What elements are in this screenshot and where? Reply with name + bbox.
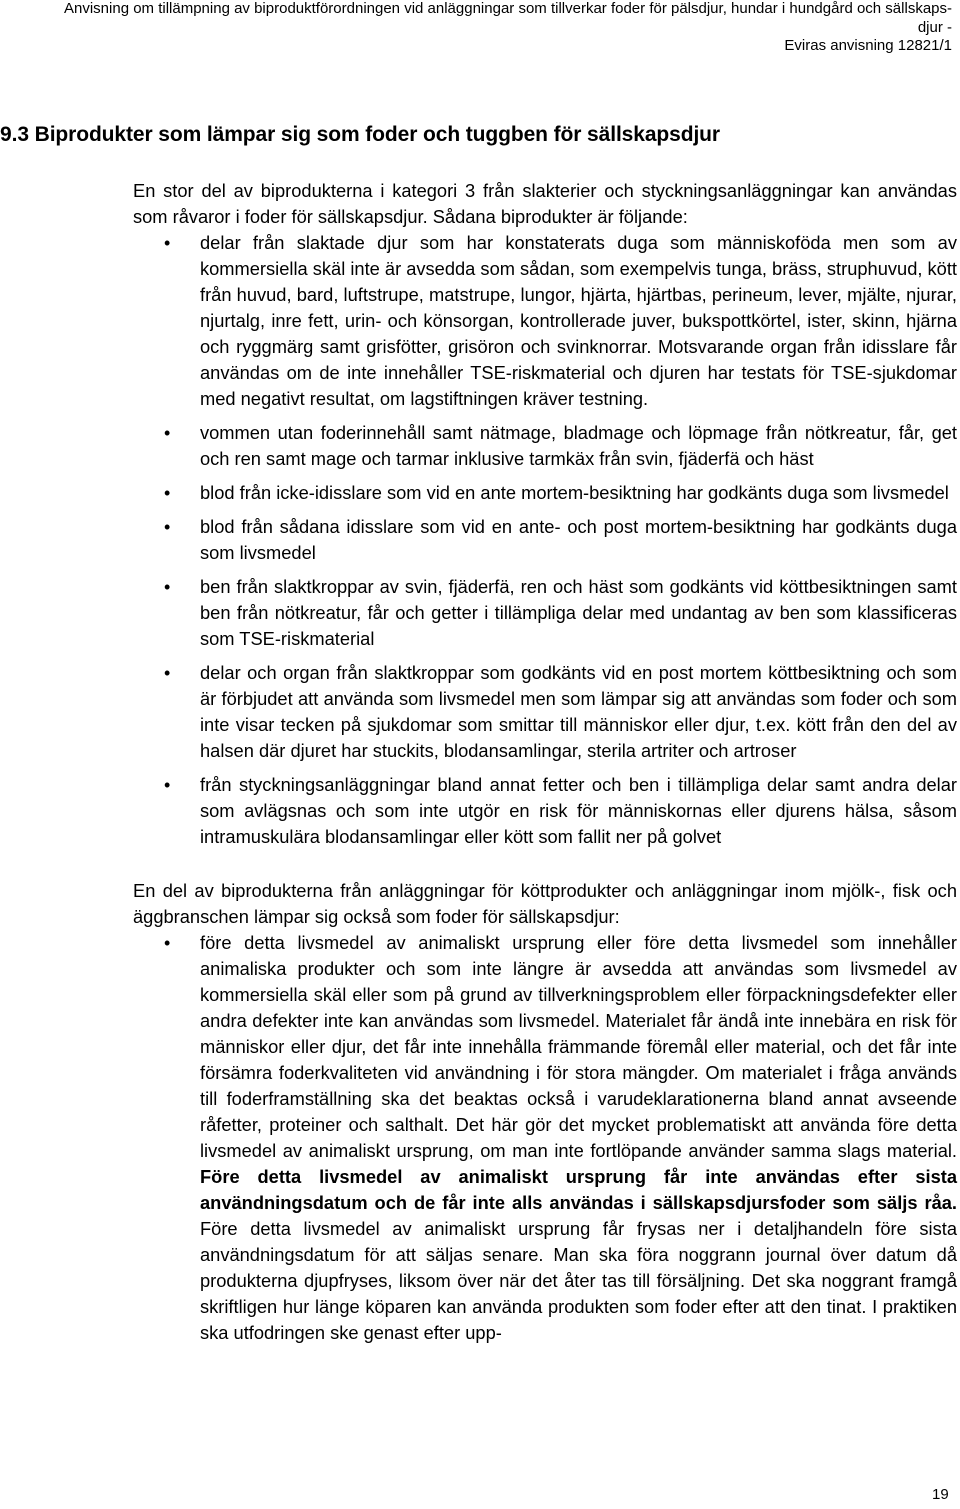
header-title: Anvisning om tillämpning av biproduktförordningen vid anläggningar som tillverkar foder för pälsdjur, hundar i hundgård och sällskaps- xyxy=(64,0,952,17)
bullet-icon: • xyxy=(164,775,171,795)
bullet-icon: • xyxy=(164,933,171,953)
list-item xyxy=(133,230,957,412)
list-item-text: delar och organ från slaktkroppar som godkänts vid en post mortem köttbesiktning och som är förbjudet att använda som livsmedel men som lämpar sig att användas som foder och som inte visar tecken på sjukdomar som smittar till människor eller djur, t.ex. kött från den del av halsen där djuret har stuckits, blodansamlingar, sterila artriter och artroser xyxy=(200,662,957,761)
list-item xyxy=(133,420,957,472)
byproduct-list xyxy=(133,230,957,850)
second-paragraph: En del av biprodukterna från anläggningar för köttprodukter och anläggningar inom mjölk-, fisk och äggbranschen lämpar sig också som foder för sällskapsdjur: xyxy=(133,880,957,927)
header-title-continued: djur - xyxy=(917,18,952,36)
list-item-text: blod från sådana idisslare som vid en ante- och post mortem-besiktning har godkänts duga som livsmedel xyxy=(200,516,957,563)
bullet-icon: • xyxy=(164,233,171,253)
list-item-text: delar från slaktade djur som har konstaterats duga som människoföda men som av kommersiella skäl inte är avsedda som sådan, som exempelvis tunga, bräss, struphuvud, kött från huvud, bard, luftstrupe, matstrupe, lungor, hjärta, hjärtbas, perineum, lever, mjälte, njurar, njurtalg, inre fett, urin- och könsorgan, kontrollerade juver, bukspottkörtel, ister, skinn, hjärna och ryggmärg samt grisfötter, grisöron och svinknorrar. Motsvarande organ från idisslare får användas om de inte innehåller TSE-riskmaterial och djuren har testats för TSE-sjukdomar med negativt resultat, om lagstiftningen kräver testning. xyxy=(200,232,957,409)
list-item-text: från styckningsanläggningar bland annat fetter och ben i tillämpliga delar samt andra delar som avlägsnas och som inte utgör en risk för människornas eller djurens hälsa, såsom intramuskulära blodansamlingar eller kött som fallit ner på golvet xyxy=(200,774,957,847)
list-item-text: blod från icke-idisslare som vid en ante mortem-besiktning har godkänts duga som livsmedel xyxy=(200,482,949,503)
list-item xyxy=(133,514,957,566)
list-item xyxy=(133,480,957,506)
list-item-text: före detta livsmedel av animaliskt ursprung eller före detta livsmedel som innehåller animaliska produkter och som inte längre är avsedda att användas som livsmedel av kommersiella skäl eller som på grund av tillverkningsproblem eller förpackningsdefekter eller andra defekter inte kan användas som livsmedel. Materialet får ändå inte innebära en risk för människor eller djur, det får inte innehålla främmande föremål eller material, och det får inte försämra foderkvaliteten vid användning i för stora mängder. Om materialet i fråga används till foderframställning ska det beaktas också i varudeklarationerna bland annat avseende råfetter, proteiner och salthalt. Det här gör det mycket problematiskt att använda före detta livsmedel av animaliskt ursprung, om man inte fortlöpande använder samma slags material. xyxy=(200,932,957,1161)
list-item xyxy=(133,574,957,652)
header-reference: Eviras anvisning 12821/1 xyxy=(784,37,952,54)
section-title: 9.3 Biprodukter som lämpar sig som foder och tuggben för sällskapsdjur xyxy=(0,123,720,146)
emphasized-text: Före detta livsmedel av animaliskt ursprung får inte användas efter sista användningsdatum och de får inte alls användas i sällskapsdjursfoder som säljs råa. xyxy=(200,1166,957,1213)
intro-paragraph: En stor del av biprodukterna i kategori 3 från slakterier och styckningsanläggningar kan användas som råvaror i foder för sällskapsdjur. Sådana biprodukter är följande: xyxy=(133,180,957,227)
list-item-text: vommen utan foderinnehåll samt nätmage, bladmage och löpmage från nötkreatur, får, get och ren samt mage och tarmar inklusive tarmkäx från svin, fjäderfä och häst xyxy=(200,422,957,469)
page-number: 19 xyxy=(932,1486,949,1503)
list-item-text: ben från slaktkroppar av svin, fjäderfä, ren och häst som godkänts vid köttbesiktningen samt ben från nötkreatur, får och getter i tillämpliga delar med undantag av ben som klassificeras som TSE-riskmaterial xyxy=(200,576,957,649)
bullet-icon: • xyxy=(164,483,171,503)
list-item xyxy=(133,930,957,1346)
bullet-icon: • xyxy=(164,663,171,683)
document-header xyxy=(8,0,952,56)
section-body xyxy=(133,178,957,1354)
list-item xyxy=(133,660,957,764)
list-item xyxy=(133,772,957,850)
bullet-icon: • xyxy=(164,423,171,443)
bullet-icon: • xyxy=(164,577,171,597)
list-item-text-continued: Före detta livsmedel av animaliskt ursprung får frysas ner i detaljhandeln före sista användningsdatum för att säljas senare. Man ska föra noggrann journal över datum då produkterna djupfryses, liksom över när det åter tas till försäljning. Det ska noggrant framgå skriftligen hur länge köparen kan använda produkten som foder efter att den tinat. I praktiken ska utfodringen ske genast efter upp- xyxy=(200,1218,957,1343)
former-foodstuff-list xyxy=(133,930,957,1346)
bullet-icon: • xyxy=(164,517,171,537)
